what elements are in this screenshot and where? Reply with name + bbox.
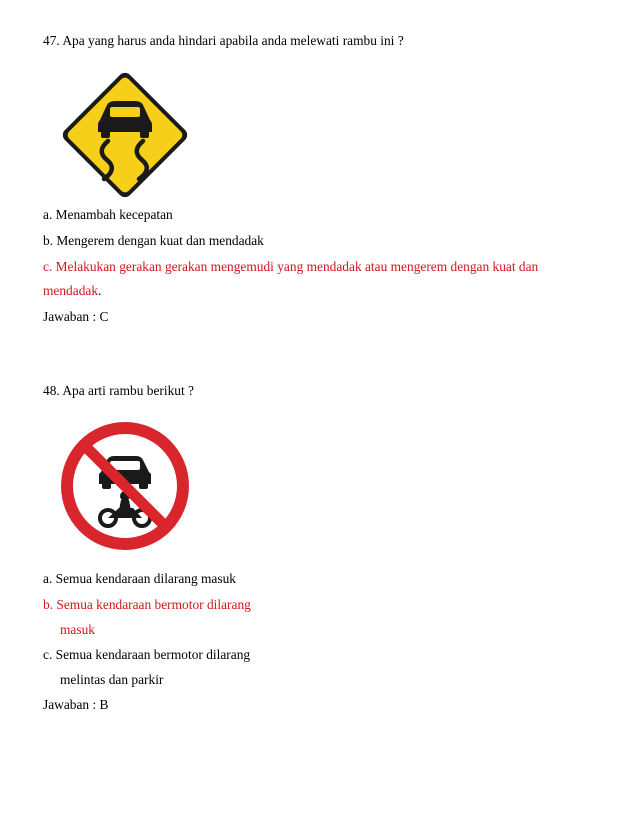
option-47-c-line2-text: mendadak [43, 283, 99, 298]
option-48-c-line1: c. Semua kendaraan bermotor dilarang [43, 647, 251, 662]
slippery-road-sign-icon [55, 65, 195, 205]
answer-48: Jawaban : B [43, 697, 109, 712]
answer-47: Jawaban : C [43, 309, 109, 324]
option-47-b: b. Mengerem dengan kuat dan mendadak [43, 233, 264, 248]
option-48-b-line1: b. Semua kendaraan bermotor dilarang [43, 597, 251, 612]
question-48-text: 48. Apa arti rambu berikut ? [43, 383, 194, 398]
option-47-c-period: . [98, 283, 102, 298]
question-47-text: 47. Apa yang harus anda hindari apabila anda melewati rambu ini ? [43, 33, 404, 48]
option-47-a: a. Menambah kecepatan [43, 207, 173, 222]
no-motor-vehicles-sign-icon [55, 416, 195, 556]
option-47-c-line2 [43, 283, 101, 299]
option-48-c-line2: melintas dan parkir [60, 672, 164, 687]
option-48-a: a. Semua kendaraan dilarang masuk [43, 571, 236, 586]
option-48-b-line2: masuk [60, 622, 95, 637]
option-47-c-line1: c. Melakukan gerakan gerakan mengemudi yang mendadak atau mengerem dengan kuat dan [43, 259, 539, 274]
